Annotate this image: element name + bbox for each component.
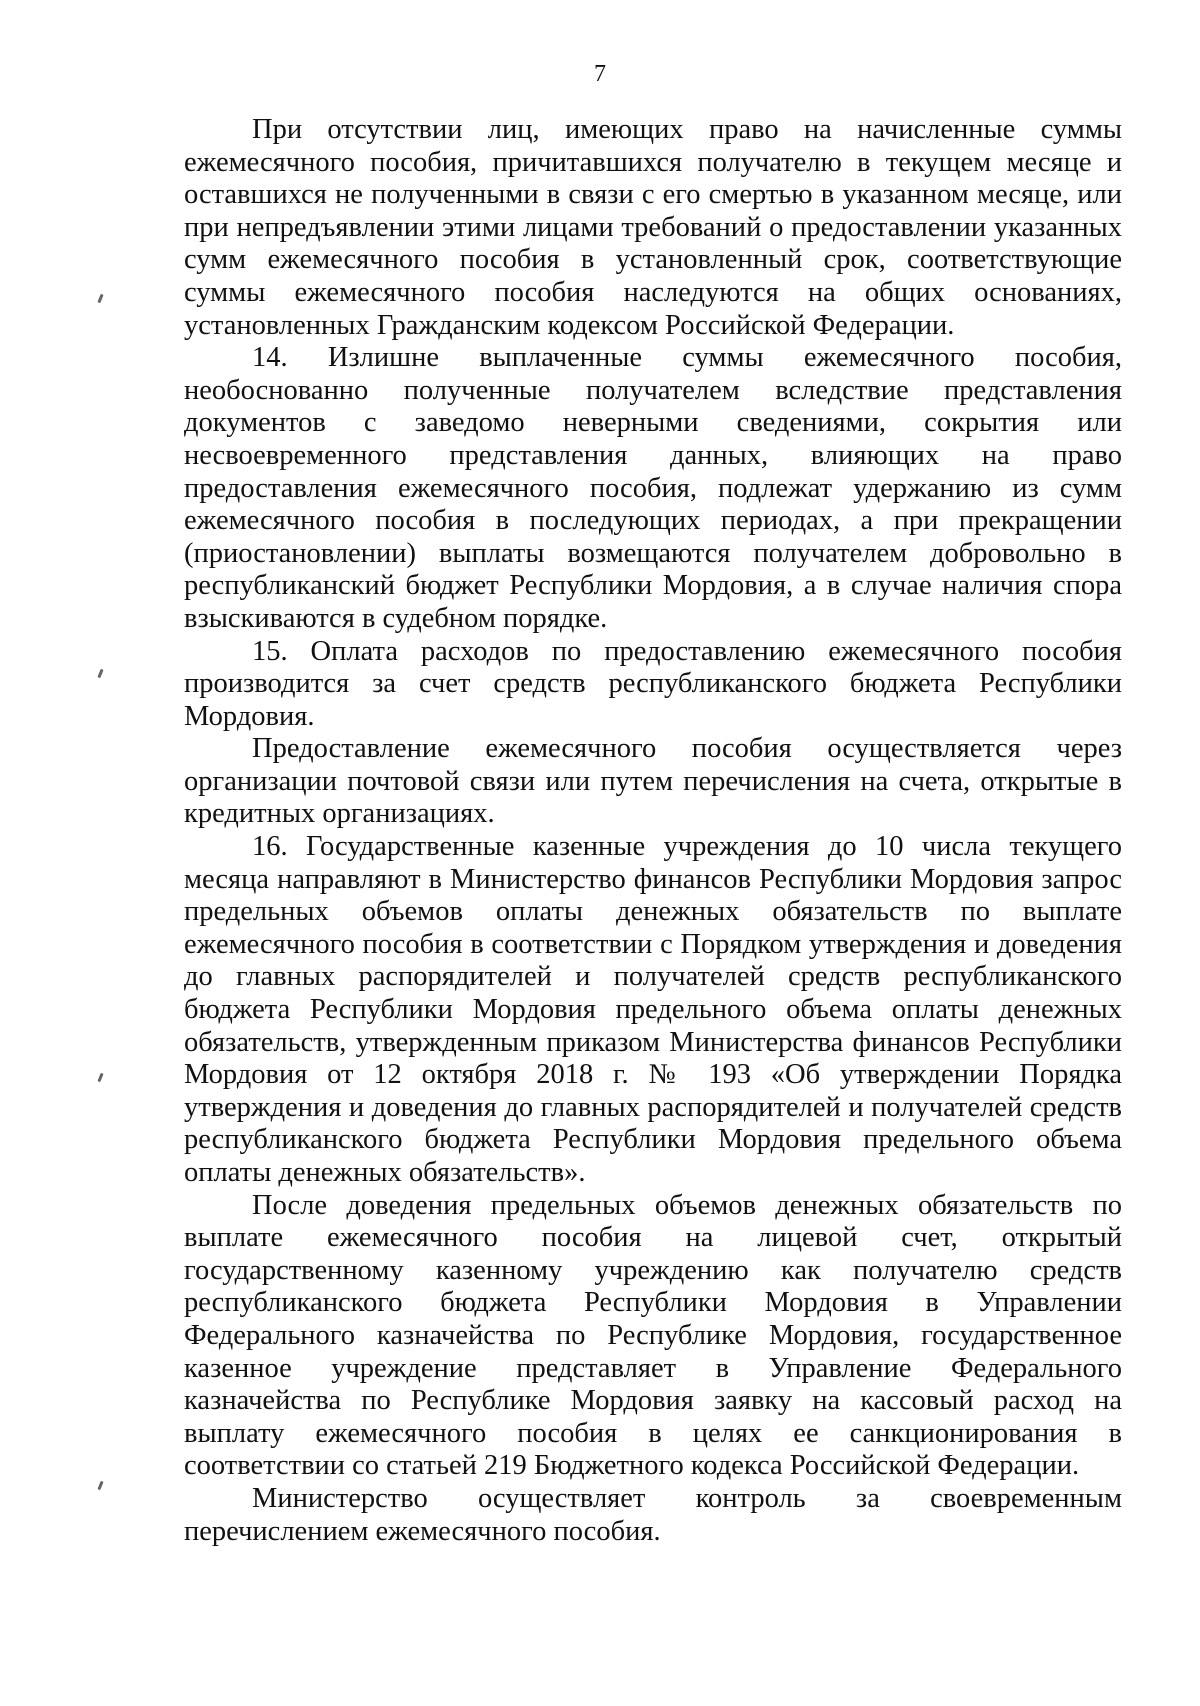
scan-margin-mark [97, 669, 103, 678]
paragraph-payment-delivery: Предоставление ежемесячного пособия осуществляется через организации почтовой связи или путем перечисления на счета, открытые в кредитных организациях. [184, 733, 1122, 830]
paragraph-16-limits-request: 16. Государственные казенные учреждения до 10 числа текущего месяца направляют в Министерство финансов Республики Мордовия запрос предельных объемов оплаты денежных обязательств по выплате ежемесячного пособия в соответствии с Порядком утверждения и доведения до главных распорядителей и получателей средств республиканского бюджета Республики Мордовия предельного объема оплаты денежных обязательств, утвержденным приказом Министерства финансов Республики Мордовия от 12 октября 2018 г. № 193 «Об утверждении Порядка утверждения и доведения до главных распорядителей и получателей средств республиканского бюджета Республики Мордовия предельного объема оплаты денежных обязательств». [184, 831, 1122, 1188]
paragraph-treasury-application: После доведения предельных объемов денежных обязательств по выплате ежемесячного пособия на лицевой счет, открытый государственному казенному учреждению как получателю средств республиканского бюджета Республики Мордовия в Управлении Федерального казначейства по Республике Мордовия, государственное казенное учреждение представляет в Управление Федерального казначейства по Республике Мордовия заявку на кассовый расход на выплату ежемесячного пособия в целях ее санкционирования в соответствии со статьей 219 Бюджетного кодекса Российской Федерации. [184, 1189, 1122, 1482]
page-number: 7 [594, 61, 606, 87]
scan-margin-mark [97, 1481, 103, 1490]
document-body [184, 114, 1122, 1548]
paragraph-ministry-control: Министерство осуществляет контроль за своевременным перечислением ежемесячного пособия. [184, 1482, 1122, 1547]
scan-margin-mark [97, 1073, 103, 1082]
paragraph-14-overpayments: 14. Излишне выплаченные суммы ежемесячного пособия, необоснованно полученные получателем вследствие представления документов с заведомо неверными сведениями, сокрытия или несвоевременного представления данных, влияющих на право предоставления ежемесячного пособия, подлежат удержанию из сумм ежемесячного пособия в последующих периодах, а при прекращении (приостановлении) выплаты возмещаются получателем добровольно в республиканский бюджет Республики Мордовия, а в случае наличия спора взыскиваются в судебном порядке. [184, 342, 1122, 634]
scan-margin-mark [97, 294, 103, 303]
paragraph-15-funding: 15. Оплата расходов по предоставлению ежемесячного пособия производится за счет средств республиканского бюджета Республики Мордовия. [184, 635, 1122, 732]
paragraph-inheritance: При отсутствии лиц, имеющих право на начисленные суммы ежемесячного пособия, причитавшихся получателю в текущем месяце и оставшихся не полученными в связи с его смертью в указанном месяце, или при непредъявлении этими лицами требований о предоставлении указанных сумм ежемесячного пособия в установленный срок, соответствующие суммы ежемесячного пособия наследуются на общих основаниях, установленных Гражданским кодексом Российской Федерации. [184, 114, 1122, 341]
